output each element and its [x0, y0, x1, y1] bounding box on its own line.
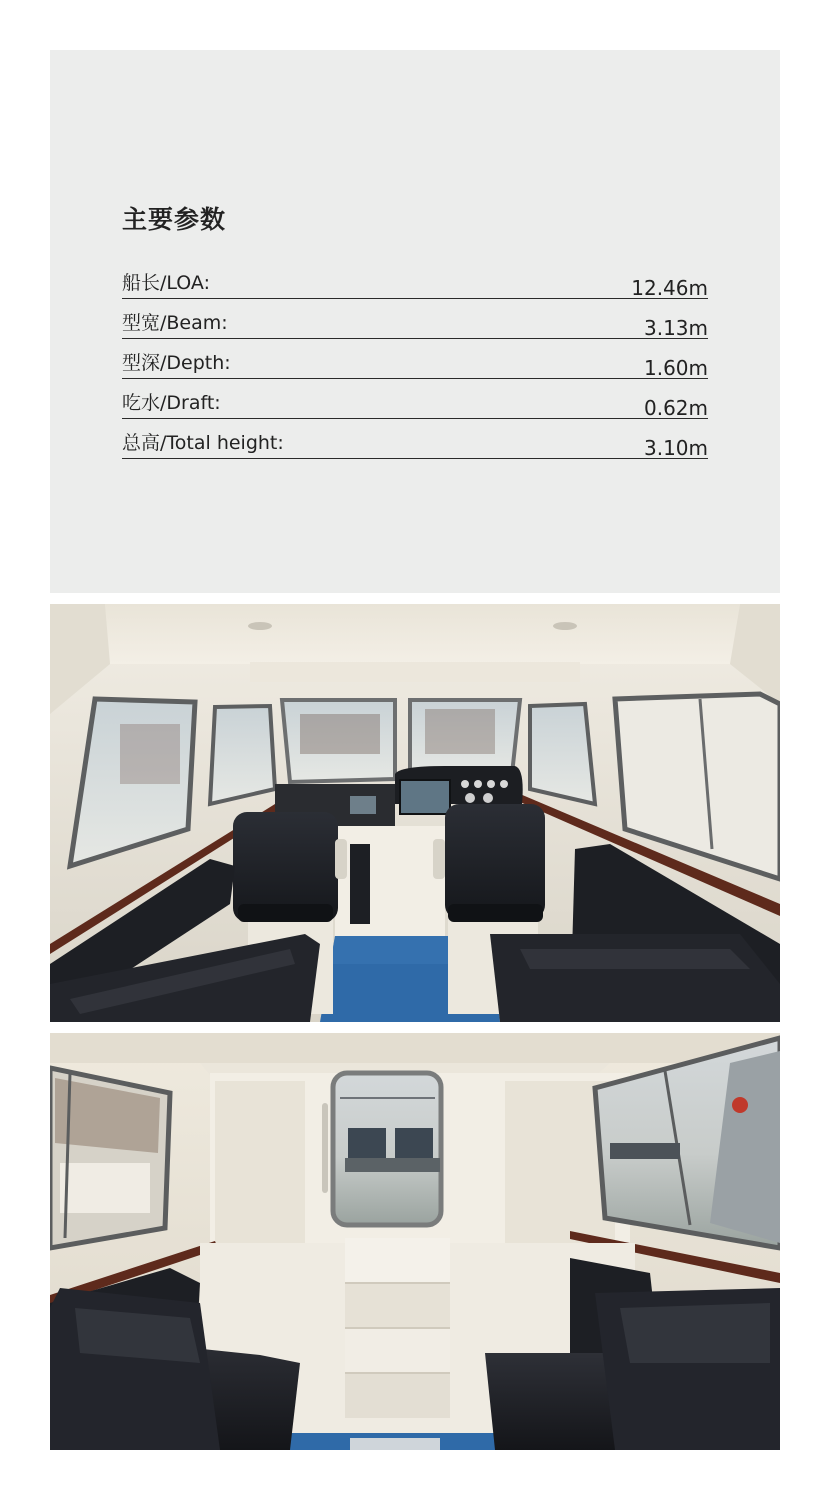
spec-value: 12.46m	[631, 276, 708, 300]
spec-row-beam	[122, 308, 708, 339]
spec-label: 型深/Depth:	[122, 352, 231, 374]
specs-panel	[50, 50, 780, 593]
spec-row-total-height	[122, 428, 708, 459]
spec-row-depth	[122, 348, 708, 379]
spec-row-loa	[122, 268, 708, 299]
spec-value: 3.10m	[643, 436, 708, 460]
cabin-illustration	[50, 1033, 780, 1450]
cockpit-photo	[50, 604, 780, 1022]
spec-row-draft	[122, 388, 708, 419]
cockpit-illustration	[50, 604, 780, 1022]
spec-label: 吃水/Draft:	[122, 392, 221, 414]
spec-label: 型宽/Beam:	[122, 312, 228, 334]
spec-label: 船长/LOA:	[122, 272, 210, 294]
spec-value: 3.13m	[643, 316, 708, 340]
spec-label: 总高/Total height:	[122, 432, 284, 454]
cabin-photo	[50, 1033, 780, 1450]
spec-value: 1.60m	[643, 356, 708, 380]
specs-title: 主要参数	[122, 205, 227, 234]
spec-value: 0.62m	[643, 396, 708, 420]
